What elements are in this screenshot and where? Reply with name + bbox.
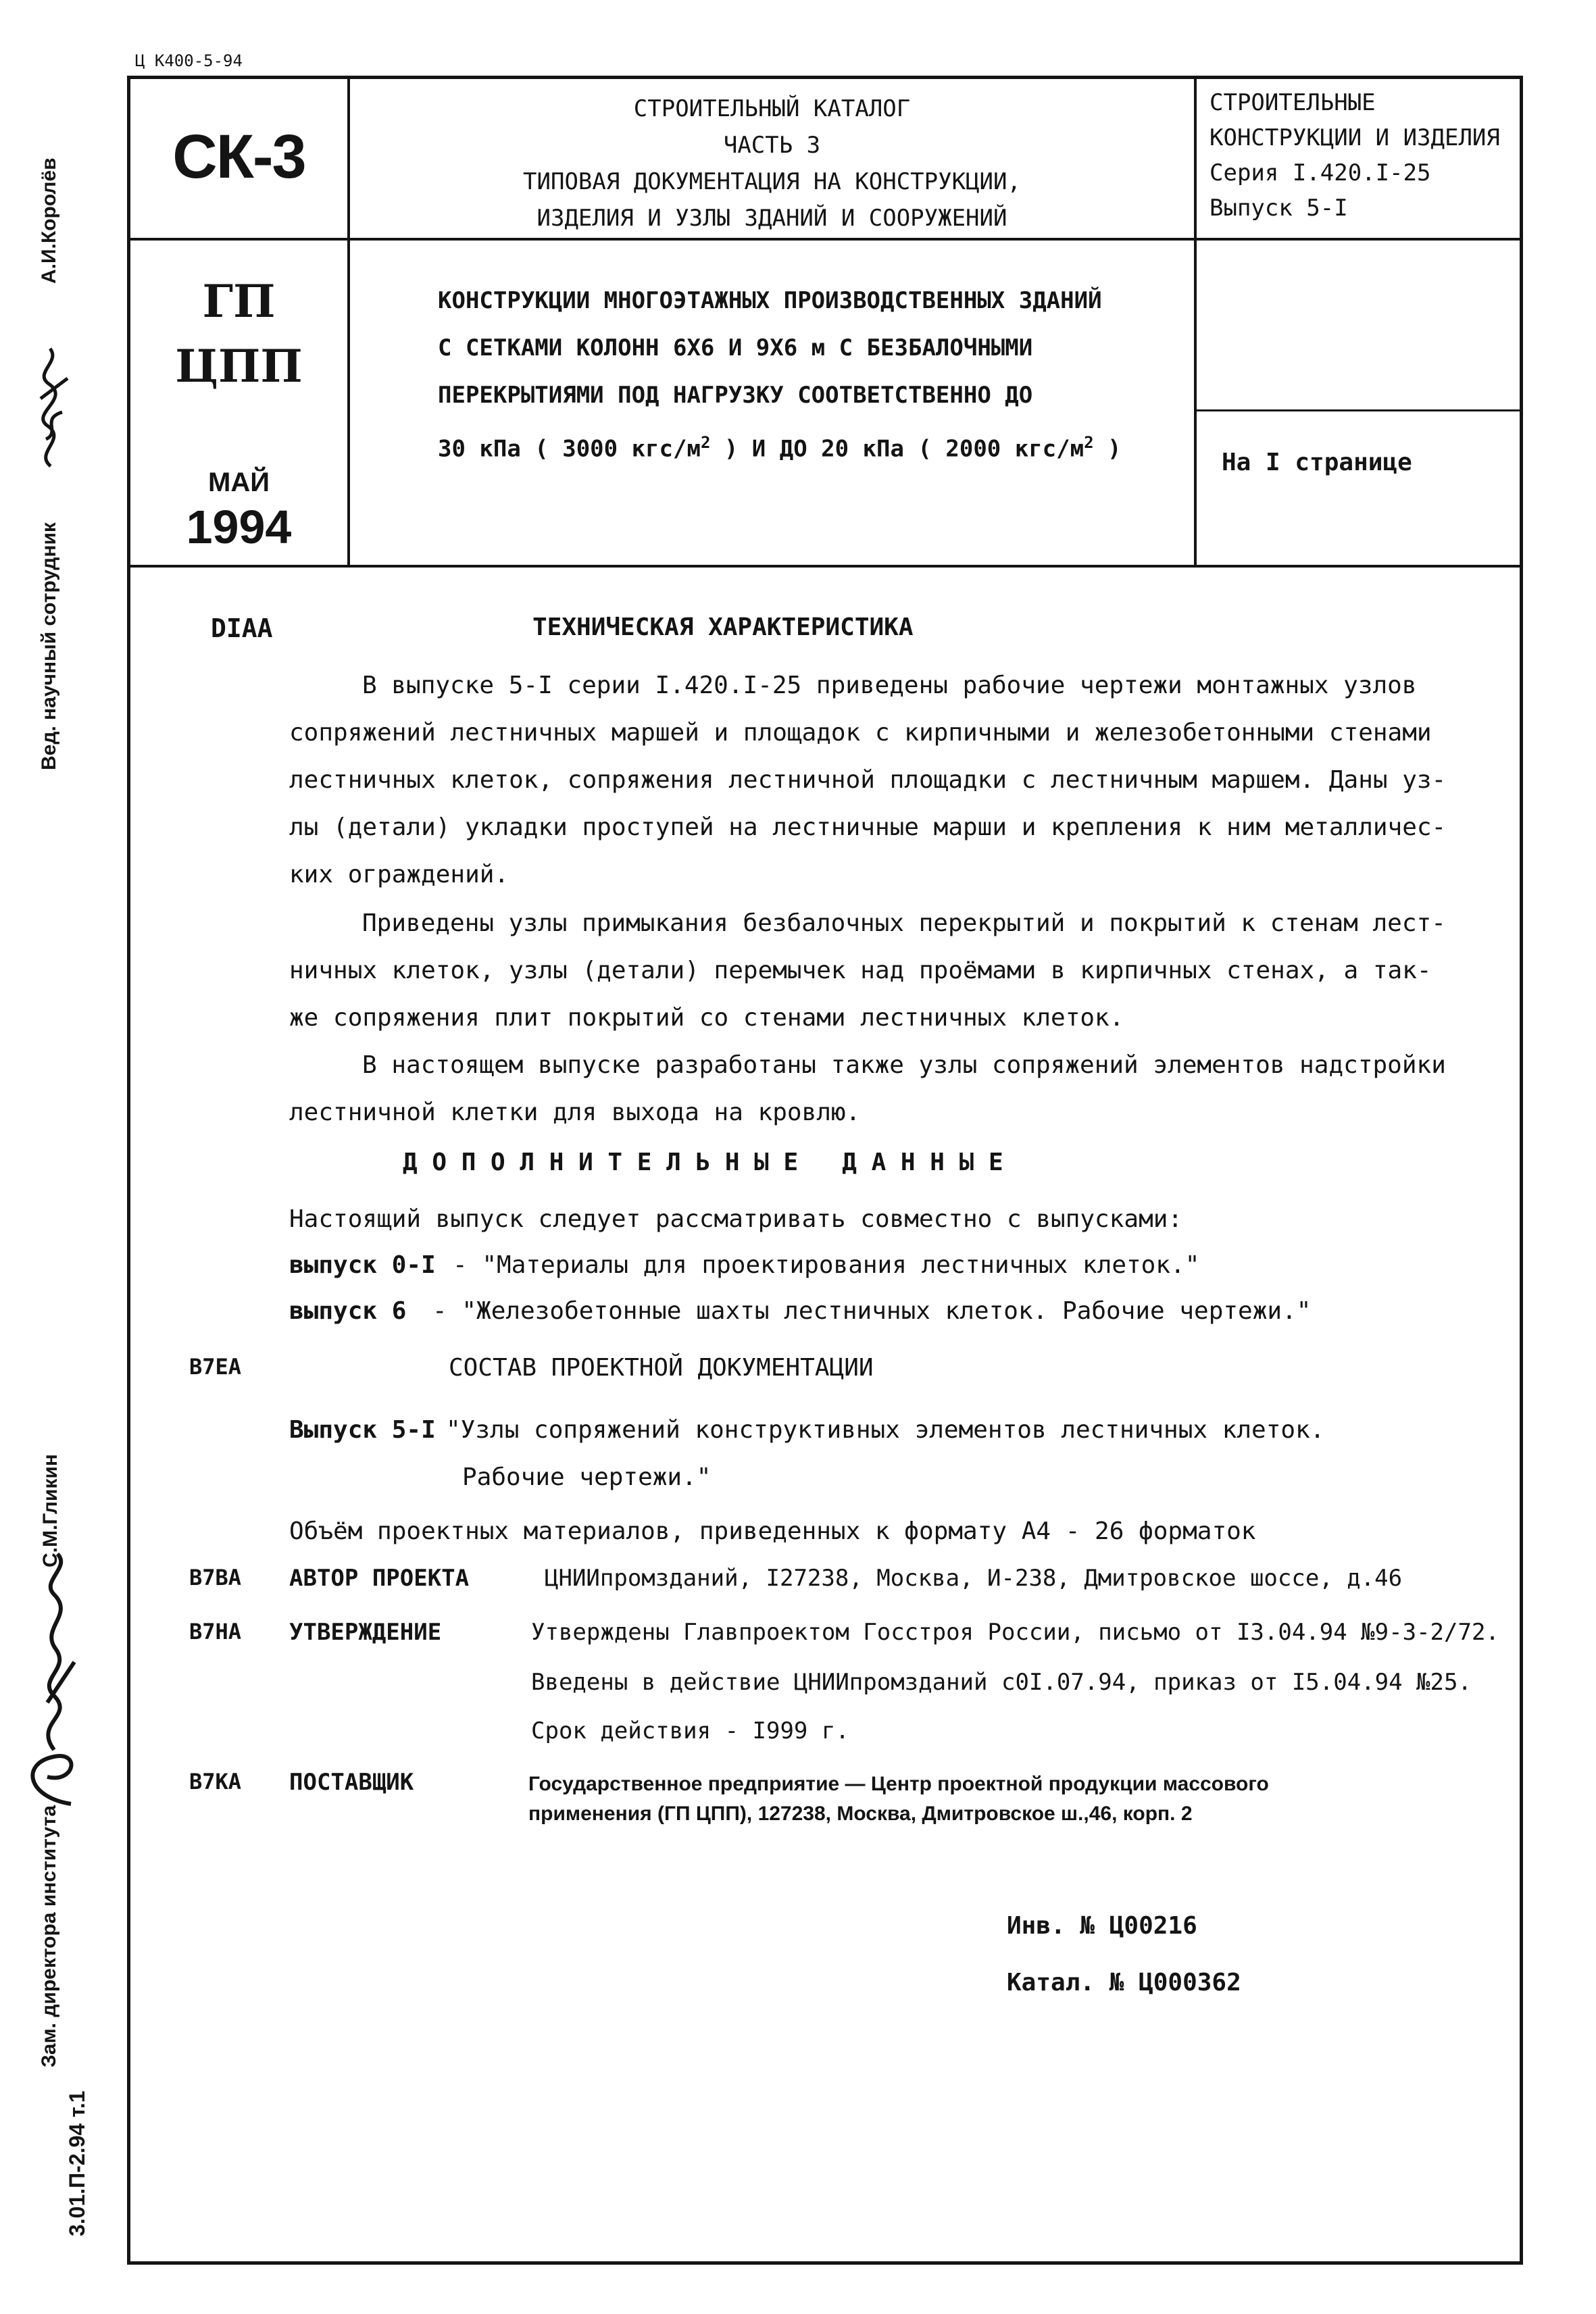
org-block: [130, 269, 347, 399]
title-line3: ПЕРЕКРЫТИЯМИ ПОД НАГРУЗКУ СООТВЕТСТВЕННО ДО: [438, 382, 1033, 409]
heading-technical: ТЕХНИЧЕСКАЯ ХАРАКТЕРИСТИКА: [532, 613, 914, 641]
staff-name: А.И.Королёв: [38, 157, 60, 284]
approval-label: УТВЕРЖДЕНИЕ: [289, 1619, 442, 1646]
stamp-number: 3.01.П-2.94 т.1: [65, 2090, 89, 2236]
title-block: [438, 277, 1121, 472]
pages-count: На I странице: [1222, 449, 1412, 476]
month: МАЙ: [208, 468, 270, 497]
deputy-label: Зам. директора института: [38, 1805, 60, 2067]
header-divider-v2: [1194, 76, 1197, 568]
catalog-number: Катал. № Ц000362: [1007, 1969, 1241, 1996]
author-label: АВТОР ПРОЕКТА: [289, 1565, 470, 1592]
header-divider-h2: [127, 565, 1523, 568]
catalog-block: [350, 91, 1194, 236]
header-divider-h1: [127, 238, 1523, 241]
series-block: [1210, 85, 1500, 226]
p3-line1: В настоящем выпуске разработаны также узлы сопряжений элементов надстройки: [362, 1051, 1446, 1079]
series-line3: Серия I.420.I-25: [1210, 159, 1431, 186]
approval-line1: Утверждены Главпроектом Госстроя России, письмо от I3.04.94 №9-3-2/72.: [531, 1619, 1499, 1646]
heading-additional: Д О П О Л Н И Т Е Л Ь Н Ы Е Д А Н Н Ы Е: [403, 1149, 1003, 1176]
title-line4-part3: ): [1093, 435, 1122, 463]
p2-line2: ничных клеток, узлы (детали) перемычек над проёмами в кирпичных стенах, а так-: [289, 957, 1432, 984]
signature-korolev: [20, 297, 81, 473]
approval-line2: Введены в действие ЦНИИпромзданий с0I.07.94, приказ от I5.04.94 №25.: [531, 1669, 1472, 1696]
frame-right: [1520, 76, 1523, 2265]
series-divider: [1194, 409, 1523, 411]
title-line4-part1: 30 кПа ( 3000 кгс/м: [438, 435, 701, 463]
org-line1: ГП: [202, 275, 276, 328]
approval-line3: Срок действия - I999 г.: [531, 1717, 849, 1744]
deputy-name: С.М.Гликин: [39, 1454, 61, 1567]
p1-line1: В выпуске 5-I серии I.420.I-25 приведены рабочие чертежи монтажных узлов: [362, 672, 1417, 699]
doc-issue-title2: Рабочие чертежи.": [462, 1463, 712, 1491]
extra-intro: Настоящий выпуск следует рассматривать совместно с выпусками:: [289, 1205, 1183, 1233]
document-code-label: Ц К400-5-94: [135, 51, 243, 70]
extra-item2-text: - "Железобетонные шахты лестничных клеток. Рабочие чертежи.": [432, 1297, 1312, 1325]
section-code-diaa: DIAA: [211, 613, 273, 643]
frame-top: [127, 76, 1523, 79]
superscript-2b: 2: [1084, 433, 1094, 452]
p1-line5: ких ограждений.: [289, 861, 509, 888]
year: 1994: [186, 501, 292, 553]
inventory-number: Инв. № Ц00216: [1007, 1912, 1197, 1940]
extra-item1-text: - "Материалы для проектирования лестничных клеток.": [453, 1251, 1200, 1279]
p1-line3: лестничных клеток, сопряжения лестничной площадки с лестничным маршем. Даны уз-: [289, 766, 1447, 794]
catalog-line3: ТИПОВАЯ ДОКУМЕНТАЦИЯ НА КОНСТРУКЦИИ,: [523, 168, 1021, 195]
supplier-label: ПОСТАВЩИК: [289, 1769, 414, 1796]
p3-line2: лестничной клетки для выхода на кровлю.: [289, 1099, 861, 1126]
p2-line1: Приведены узлы примыкания безбалочных перекрытий и покрытий к стенам лест-: [362, 909, 1446, 937]
title-line1: КОНСТРУКЦИИ МНОГОЭТАЖНЫХ ПРОИЗВОДСТВЕННЫХ ЗДАНИЙ: [438, 287, 1102, 314]
title-line4-part2: ) И ДО 20 кПа ( 2000 кгс/м: [710, 435, 1084, 463]
heading-composition: СОСТАВ ПРОЕКТНОЙ ДОКУМЕНТАЦИИ: [449, 1354, 874, 1382]
superscript-2: 2: [700, 433, 711, 452]
p1-line2: сопряжений лестничных маршей и площадок с кирпичными и железобетонными стенами: [289, 719, 1432, 747]
series-line1: СТРОИТЕЛЬНЫЕ: [1210, 89, 1376, 116]
author-code: B7BA: [189, 1565, 242, 1590]
title-line4: [438, 419, 1121, 472]
extra-item1-label: выпуск 0-I: [289, 1251, 436, 1279]
author-text: ЦНИИпромзданий, I27238, Москва, И-238, Дмитровское шоссе, д.46: [545, 1565, 1403, 1592]
approval-code: B7HA: [189, 1619, 242, 1644]
doc-issue-title1: "Узлы сопряжений конструктивных элементов лестничных клеток.: [446, 1416, 1325, 1444]
org-line2: ЦПП: [175, 340, 303, 393]
supplier-line1: Государственное предприятие — Центр проектной продукции массового: [528, 1773, 1269, 1795]
series-line4: Выпуск 5-I: [1210, 195, 1348, 222]
catalog-line4: ИЗДЕЛИЯ И УЗЛЫ ЗДАНИЙ И СООРУЖЕНИЙ: [537, 205, 1007, 232]
staff-label: Вед. научный сотрудник: [38, 522, 60, 770]
catalog-line2: ЧАСТЬ 3: [723, 132, 821, 159]
section-code-b7ea: B7EA: [189, 1354, 242, 1380]
supplier-line2: применения (ГП ЦПП), 127238, Москва, Дмитровское ш.,46, корп. 2: [528, 1803, 1193, 1825]
title-line2: С СЕТКАМИ КОЛОНН 6Х6 И 9Х6 м С БЕЗБАЛОЧНЫМИ: [438, 334, 1033, 361]
volume-line: Объём проектных материалов, приведенных к формату А4 - 26 форматок: [289, 1517, 1256, 1545]
p2-line3: же сопряжения плит покрытий со стенами лестничных клеток.: [289, 1004, 1124, 1032]
series-line2: КОНСТРУКЦИИ И ИЗДЕЛИЯ: [1210, 124, 1500, 151]
frame-bottom: [127, 2261, 1523, 2265]
doc-issue-label: Выпуск 5-I: [289, 1416, 436, 1444]
sk-code: СК-3: [172, 122, 305, 191]
catalog-line1: СТРОИТЕЛЬНЫЙ КАТАЛОГ: [633, 95, 911, 122]
extra-item2-label: выпуск 6: [289, 1297, 407, 1325]
frame-left: [127, 76, 130, 2265]
supplier-code: B7KA: [189, 1769, 242, 1794]
p1-line4: лы (детали) укладки проступей на лестничные марши и крепления к ним металличес-: [289, 813, 1447, 841]
